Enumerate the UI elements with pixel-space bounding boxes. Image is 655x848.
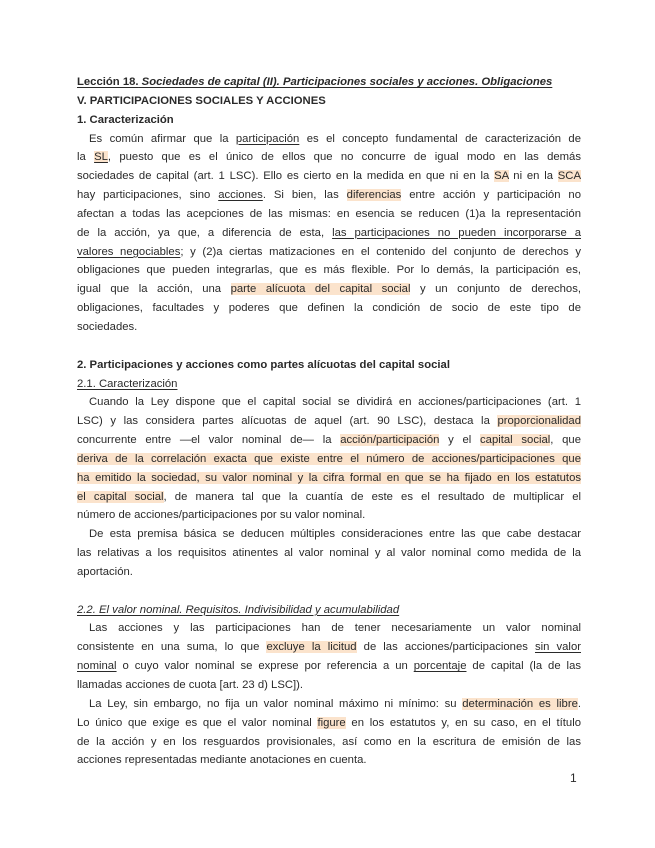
subsection-heading: 1. Caracterización bbox=[77, 113, 174, 126]
paragraph-caracterizacion: Es común afirmar que la participación es el concepto fundamental de caracterización de la SL, puesto que es el único de ellos que no concurre de igual modo en las demás sociedades de capital (art. 1 LSC). Ello es cierto en la medida en que ni en la SA ni en la SCA hay participaciones, sino acciones. Si bien, las diferencias entre acción y participación no afectan a todas las acepciones de las mismas: en esencia se reducen (1)a la representación de la acción, ya que, a diferencia de esta, las participaciones no pueden incorporarse a valores negociables; y (2)a ciertas matizaciones en el contenido del conjunto de derechos y obligaciones que pueden integrarlas, que es más flexible. Por lo demás, la participación es, igual que la acción, una parte alícuota del capital social y un conjunto de derechos, obligaciones, facultades y poderes que definen la condición de socio de este tipo de sociedades. bbox=[77, 132, 582, 333]
subsection-heading: 2. Participaciones y acciones como partes alícuotas del capital social bbox=[77, 358, 450, 371]
section-heading: V. PARTICIPACIONES SOCIALES Y ACCIONES bbox=[77, 94, 326, 107]
document-page bbox=[77, 73, 581, 770]
paragraph-partes-alicuotas: Cuando la Ley dispone que el capital social se dividirá en acciones/participaciones (art. 1 LSC) y las considera partes alícuotas de aquel (art. 90 LSC), destaca la proporcionalidad concurrente entre —el valor nominal de— la acción/participación y el capital social, que deriva de la correlación exacta que existe entre el número de acciones/participaciones que ha emitido la sociedad, su valor nominal y la cifra formal en que se ha fijado en los estatutos el capital social, de manera tal que la cuantía de este es el resultado de multiplicar el número de acciones/participaciones por su valor nominal. De esta premisa básica se deducen múltiples consideraciones entre las que cabe destacar las relativas a los requisitos atinentes al valor nominal y al valor nominal como medida de la aportación. bbox=[77, 396, 581, 578]
subsubsection-heading: 2.2. El valor nominal. Requisitos. Indivisibilidad y acumulabilidad bbox=[77, 603, 400, 616]
subsubsection-heading: 2.1. Caracterización bbox=[77, 377, 178, 390]
paragraph-valor-nominal: Las acciones y las participaciones han de tener necesariamente un valor nominal consistente en una suma, lo que excluye la licitud de las acciones/participaciones sin valor nominal o cuyo valor nominal se exprese por referencia a un porcentaje de capital (la de las llamadas acciones de cuota [art. 23 d) LSC]). La Ley, sin embargo, no fija un valor nominal máximo ni mínimo: su determinación es libre. Lo único que exige es que el valor nominal figure en los estatutos y, en su caso, en el título de la acción y en los resguardos provisionales, así como en la escritura de emisión de las acciones representadas mediante anotaciones en cuenta. bbox=[77, 622, 582, 767]
page-number: 1 bbox=[570, 771, 577, 785]
lesson-title: Lección 18. Sociedades de capital (II). Participaciones sociales y acciones. Obligaciones bbox=[77, 76, 553, 88]
